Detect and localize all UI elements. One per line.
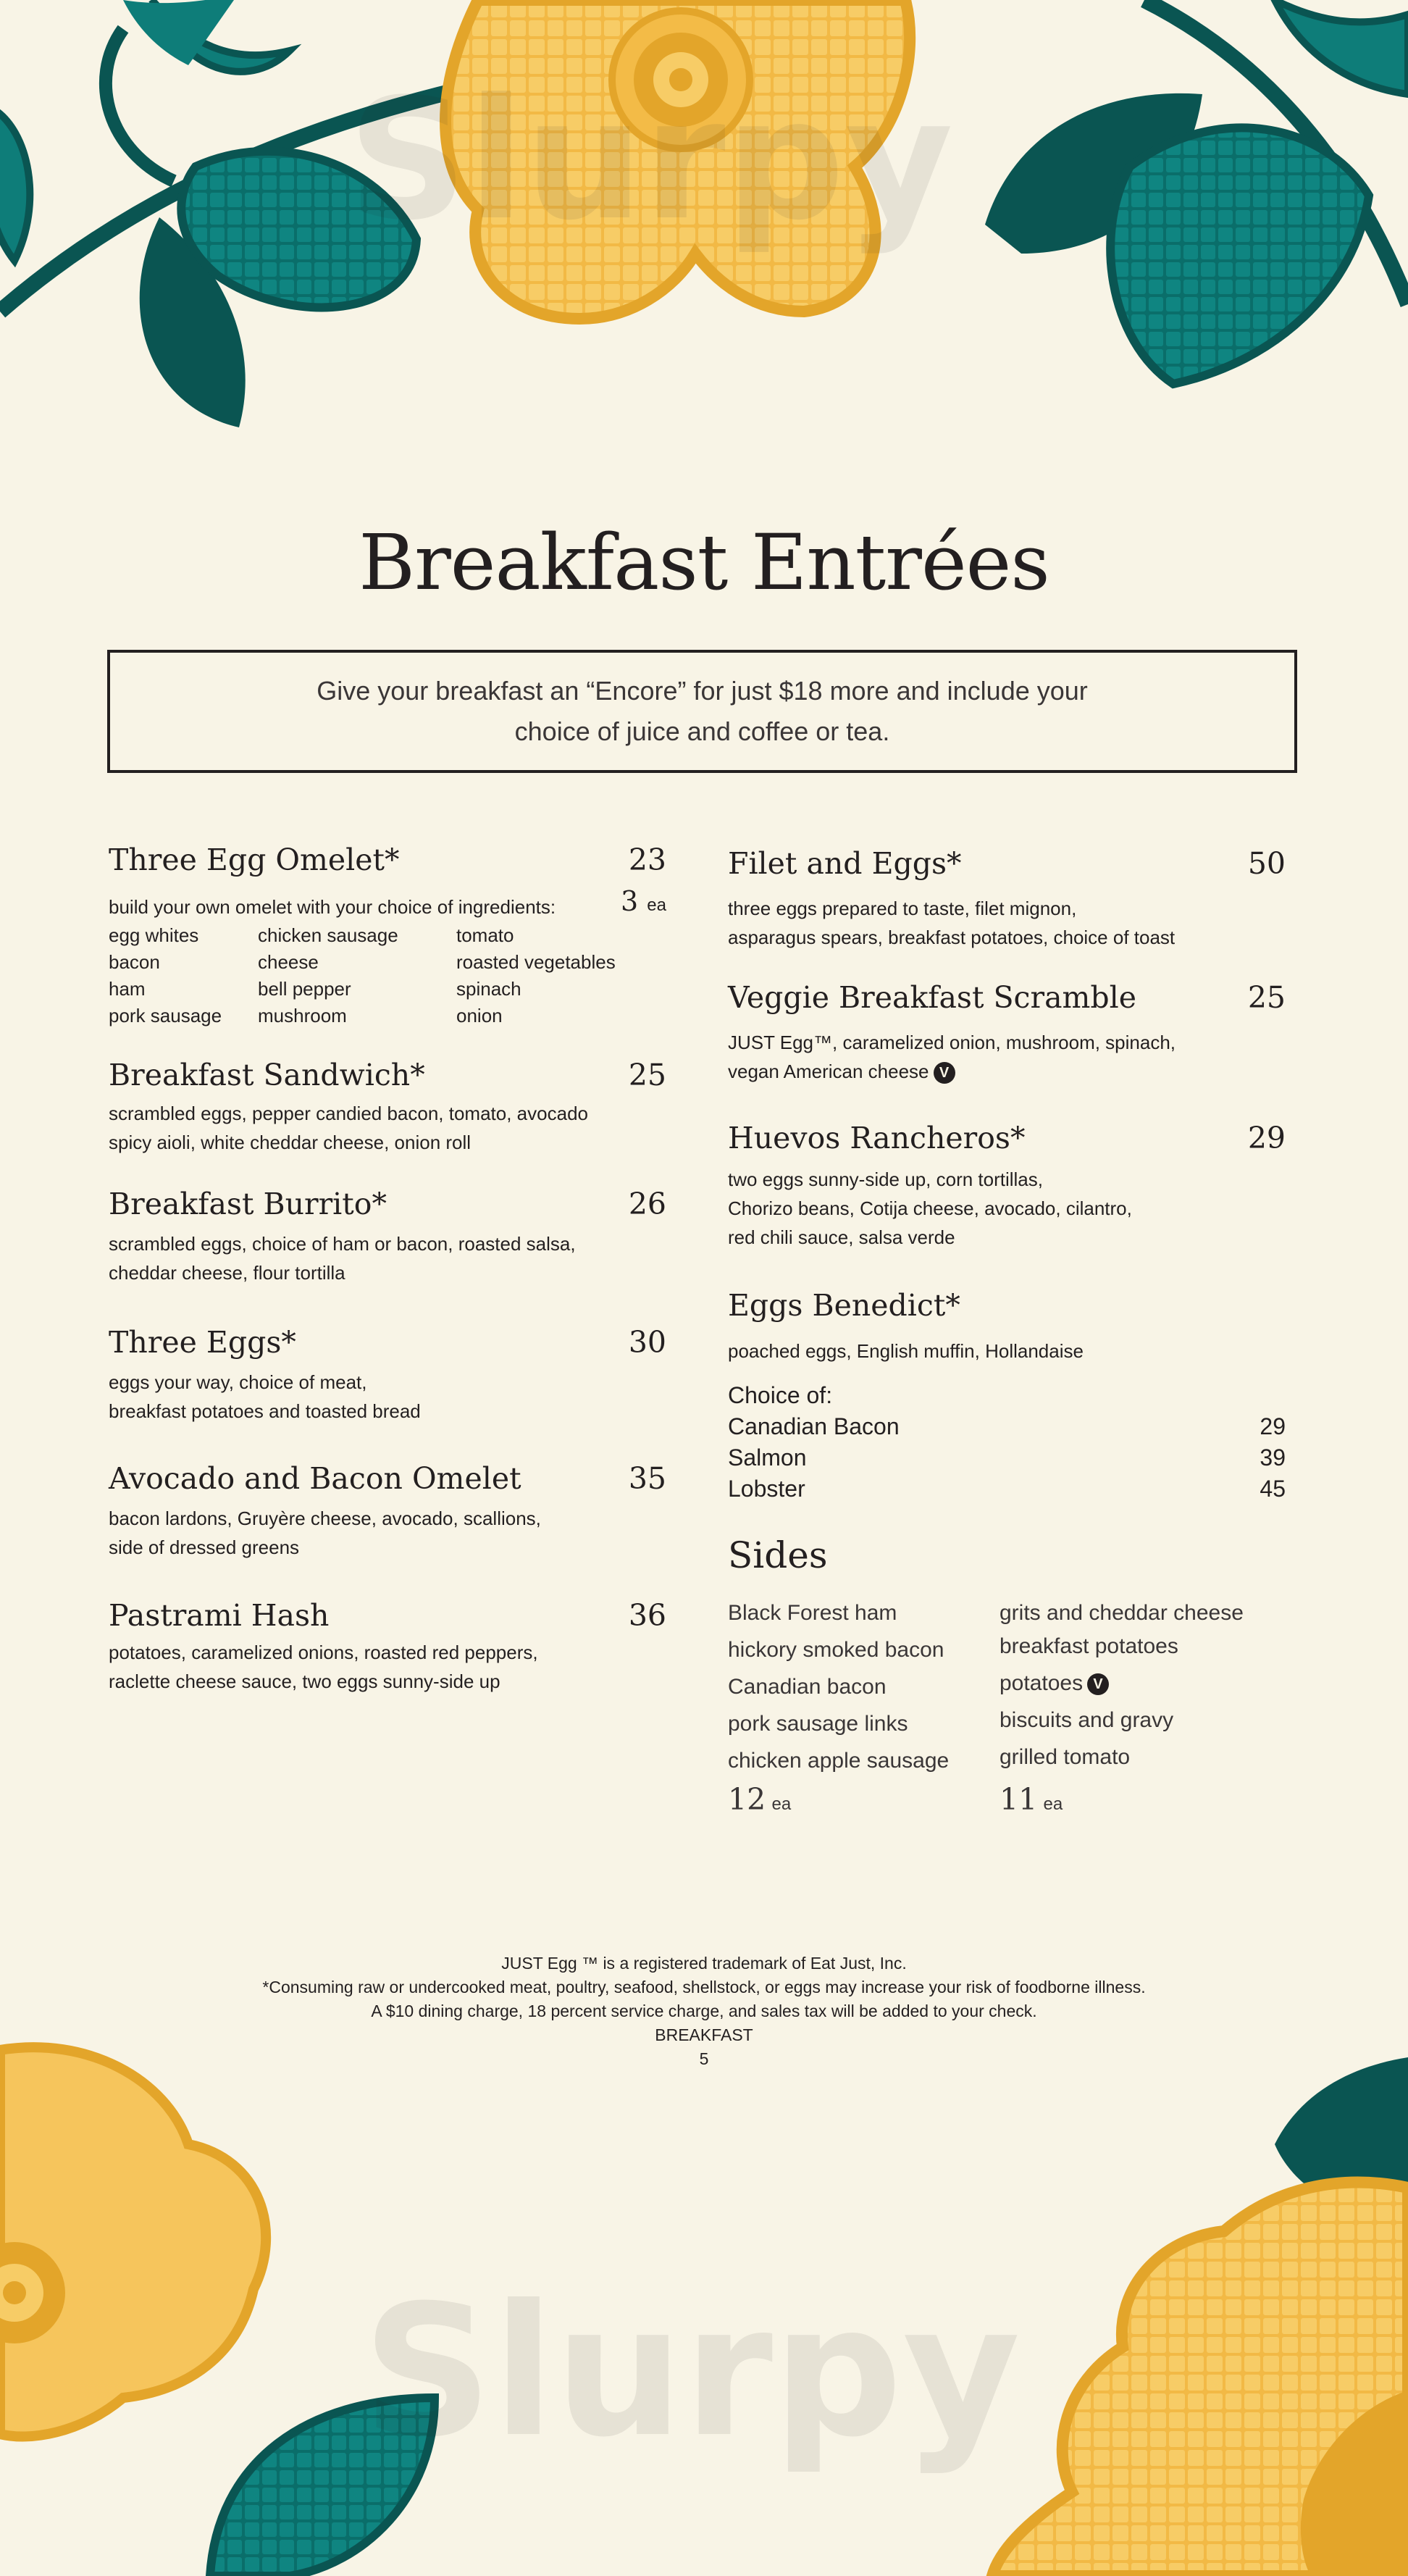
- menu-item-price: 23: [628, 842, 666, 877]
- service-charge-note: A $10 dining charge, 18 percent service charge, and sales tax will be added to your check.: [371, 2002, 1037, 2020]
- vegan-icon: V: [1087, 1673, 1109, 1695]
- menu-item-description: eggs your way, choice of meat, breakfast potatoes and toasted bread: [109, 1371, 421, 1422]
- ingredient: chicken sausage: [258, 924, 398, 946]
- health-advisory: *Consuming raw or undercooked meat, poultry, seafood, shellstock, or eggs may increase your risk of foodborne illness.: [262, 1978, 1146, 1996]
- svg-text:Slurpy: Slurpy: [362, 2266, 1021, 2477]
- ingredient: cheese: [258, 951, 319, 973]
- menu-item-description: three eggs prepared to taste, filet mignon, asparagus spears, breakfast potatoes, choice of toast: [728, 898, 1176, 948]
- sides-heading: Sides: [728, 1534, 828, 1576]
- ingredient-list-col-2: [258, 922, 398, 1029]
- menu-item-description: scrambled eggs, pepper candied bacon, tomato, avocado spicy aioli, white cheddar cheese, onion roll: [109, 1103, 588, 1153]
- menu-item-name: Breakfast Burrito*: [109, 1187, 387, 1221]
- menu-item-name: Pastrami Hash: [109, 1598, 330, 1633]
- ingredient: egg whites: [109, 924, 199, 946]
- menu-item-price: 26: [628, 1187, 666, 1221]
- trademark-note: JUST Egg ™ is a registered trademark of Eat Just, Inc.: [501, 1954, 907, 1973]
- menu-item-name: Breakfast Sandwich*: [109, 1058, 425, 1092]
- ingredient: roasted vegetables: [456, 951, 616, 973]
- ingredient: pork sausage: [109, 1005, 222, 1026]
- side-item: grits and cheddar cheese: [1000, 1601, 1244, 1625]
- benedict-choice-label: Choice of:: [728, 1382, 833, 1408]
- page-title: Breakfast Entrées: [359, 518, 1049, 607]
- menu-item-name: Three Eggs*: [109, 1325, 296, 1360]
- menu-item-name: Veggie Breakfast Scramble: [728, 980, 1137, 1015]
- side-item: pork sausage links: [728, 1712, 908, 1736]
- svg-text:Slurpy: Slurpy: [348, 64, 954, 257]
- menu-item-name: Huevos Rancheros*: [728, 1121, 1026, 1155]
- side-item: hickory smoked bacon: [728, 1638, 944, 1662]
- benedict-choice-list: [728, 1411, 1286, 1505]
- vegan-icon: V: [934, 1062, 955, 1084]
- ingredient: spinach: [456, 978, 521, 1000]
- ingredient-price: 3 ea: [621, 885, 666, 917]
- ingredient: tomato: [456, 924, 514, 946]
- side-item: Canadian bacon: [728, 1675, 887, 1699]
- menu-item-description: poached eggs, English muffin, Hollandaise: [728, 1340, 1084, 1362]
- choice-row: Salmon 39: [728, 1444, 1286, 1471]
- page-number: 5: [699, 2049, 709, 2068]
- bottom-right-flower: [992, 2057, 1408, 2576]
- side-price: 11 ea: [1000, 1782, 1063, 1817]
- menu-item-description: scrambled eggs, choice of ham or bacon, roasted salsa, cheddar cheese, flour tortilla: [109, 1233, 576, 1284]
- menu-item-name: Three Egg Omelet*: [109, 842, 400, 877]
- menu-item-description: two eggs sunny-side up, corn tortillas, Chorizo beans, Cotija cheese, avocado, cilantro, red chili sauce, salsa verde: [728, 1168, 1132, 1248]
- ingredient: bacon: [109, 951, 160, 973]
- omelet-ingredients-intro: build your own omelet with your choice of ingredients:: [109, 896, 556, 918]
- section-label: BREAKFAST: [655, 2025, 753, 2044]
- choice-row: Canadian Bacon 29: [728, 1413, 1286, 1439]
- side-price: 12 ea: [728, 1782, 792, 1817]
- encore-offer-text: [317, 671, 1088, 752]
- menu-item-name: Filet and Eggs*: [728, 846, 962, 881]
- choice-row: Lobster 45: [728, 1476, 1286, 1502]
- ingredient: mushroom: [258, 1005, 347, 1026]
- side-item: chicken apple sausage: [728, 1749, 950, 1773]
- menu-item-price: 50: [1247, 846, 1286, 881]
- encore-line-2: choice of juice and coffee or tea.: [514, 716, 890, 746]
- ingredient-list-col-1: [109, 922, 222, 1029]
- menu-item-price: 29: [1247, 1121, 1286, 1155]
- menu-item-name: Eggs Benedict*: [728, 1288, 960, 1323]
- side-item: Black Forest ham: [728, 1601, 897, 1625]
- ingredient: ham: [109, 978, 146, 1000]
- menu-item-name: Avocado and Bacon Omelet: [109, 1461, 521, 1496]
- side-item: potatoes V: [1000, 1671, 1109, 1696]
- encore-line-1: Give your breakfast an “Encore” for just $18 more and include your: [317, 676, 1088, 706]
- menu-item-description: potatoes, caramelized onions, roasted red peppers, raclette cheese sauce, two eggs sunny-side up: [109, 1642, 538, 1692]
- ingredient: onion: [456, 1005, 503, 1026]
- side-item: grilled tomato: [1000, 1745, 1131, 1769]
- menu-item-price: 25: [1247, 980, 1286, 1015]
- menu-item-price: 25: [628, 1058, 666, 1092]
- side-item: breakfast potatoes: [1000, 1634, 1178, 1658]
- top-right-leaves: [985, 0, 1408, 384]
- menu-item-price: 36: [628, 1598, 666, 1633]
- ingredient: bell pepper: [258, 978, 351, 1000]
- menu-item-description: bacon lardons, Gruyère cheese, avocado, scallions, side of dressed greens: [109, 1507, 541, 1558]
- menu-item-description: JUST Egg™, caramelized onion, mushroom, spinach, vegan American cheese V: [728, 1028, 1176, 1086]
- encore-offer-box: [107, 650, 1297, 773]
- menu-item-price: 35: [628, 1461, 666, 1496]
- menu-item-price: 30: [628, 1325, 666, 1360]
- side-item: biscuits and gravy: [1000, 1708, 1174, 1732]
- ingredient-list-col-3: [456, 922, 616, 1029]
